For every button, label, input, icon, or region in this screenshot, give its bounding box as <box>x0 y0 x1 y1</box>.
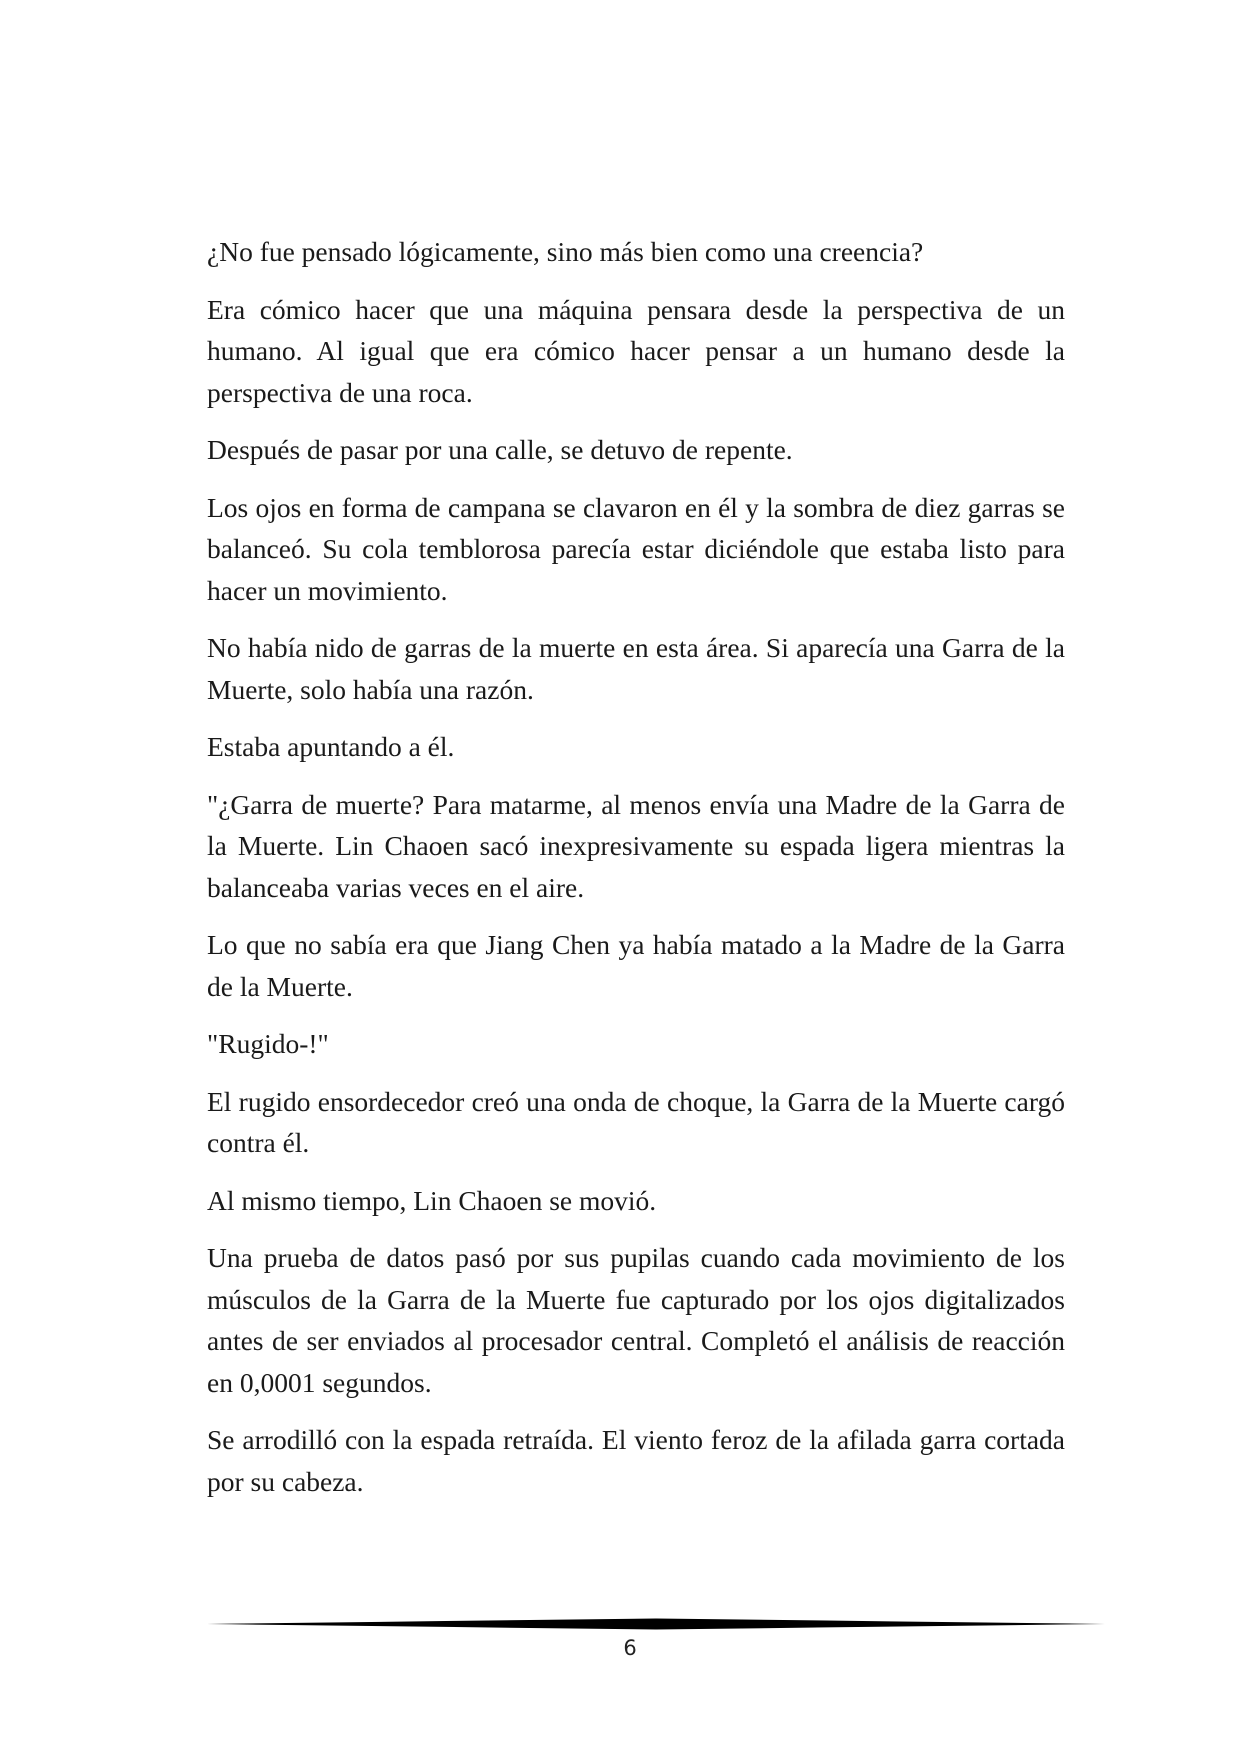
paragraph-5: No había nido de garras de la muerte en esta área. Si aparecía una Garra de la Muerte, solo había una razón. <box>207 632 1065 705</box>
paragraph-8: Lo que no sabía era que Jiang Chen ya había matado a la Madre de la Garra de la Muerte. <box>207 929 1065 1002</box>
paragraph-11: Al mismo tiempo, Lin Chaoen se movió. <box>207 1184 657 1216</box>
body-text <box>207 231 1065 1518</box>
paragraph-1: ¿No fue pensado lógicamente, sino más bien como una creencia? <box>207 236 924 267</box>
footer-divider <box>207 1618 1105 1630</box>
paragraph-13: Se arrodilló con la espada retraída. El viento feroz de la afilada garra cortada por su cabeza. <box>207 1424 1065 1497</box>
page-number: 6 <box>623 1636 637 1660</box>
paragraph-2: Era cómico hacer que una máquina pensara desde la perspectiva de un humano. Al igual que era cómico hacer pensar a un humano desde la perspectiva de una roca. <box>207 293 1065 408</box>
paragraph-10: El rugido ensordecedor creó una onda de choque, la Garra de la Muerte cargó contra él. <box>207 1085 1065 1158</box>
paragraph-12: Una prueba de datos pasó por sus pupilas cuando cada movimiento de los músculos de la Garra de la Muerte fue capturado por los ojos digitalizados antes de ser enviados al procesador central. Completó el análisis de reacción en 0,0001 segundos. <box>207 1242 1065 1398</box>
paragraph-6: Estaba apuntando a él. <box>207 731 455 762</box>
paragraph-9: "Rugido-!" <box>207 1028 329 1059</box>
paragraph-7: "¿Garra de muerte? Para matarme, al menos envía una Madre de la Garra de la Muerte. Lin Chaoen sacó inexpresivamente su espada ligera mientras la balanceaba varias veces en el aire. <box>207 788 1065 903</box>
paragraph-3: Después de pasar por una calle, se detuvo de repente. <box>207 434 793 465</box>
paragraph-4: Los ojos en forma de campana se clavaron en él y la sombra de diez garras se balanceó. Su cola temblorosa parecía estar diciéndole que estaba listo para hacer un movimiento. <box>207 491 1065 606</box>
